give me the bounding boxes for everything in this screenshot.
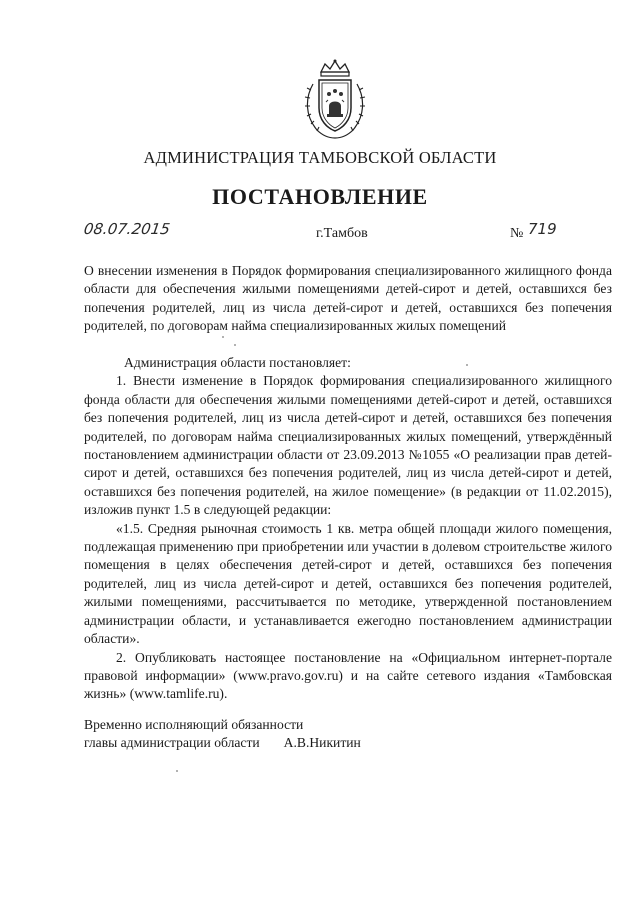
- document-city: г.Тамбов: [316, 226, 368, 241]
- signature-position-line2: главы администрации области: [84, 735, 260, 751]
- body-paragraph-3: 2. Опубликовать настоящее постановление на «Официальном интернет-портале правовой информации» (www.pravo.gov.ru) и на сайте сетевого издания «Тамбовская жизнь» (www.tamlife.ru).: [84, 649, 612, 702]
- document-date: 08.07.2015: [82, 220, 172, 238]
- document-body: [84, 354, 612, 704]
- scan-speck: [234, 344, 236, 346]
- body-paragraph-2: «1.5. Средняя рыночная стоимость 1 кв. метра общей площади жилого помещения, подлежащая применению при приобретении или участии в долевом строительстве жилого помещения в целях обеспечения детей-сирот и детей, оставшихся без попечения родителей, лиц из числа детей-сирот и детей, оставшихся без попечения родителей, жилыми помещениями, рассчитывается по методике, утвержденной постановлением администрации области, и устанавливается ежегодно постановлением администрации области».: [84, 520, 612, 647]
- document-number: 719: [528, 220, 557, 238]
- signer-name: А.В.Никитин: [283, 735, 361, 751]
- preamble-paragraph: Администрация области постановляет:: [124, 355, 351, 370]
- organization-title: АДМИНИСТРАЦИЯ ТАМБОВСКОЙ ОБЛАСТИ: [143, 148, 497, 167]
- document-type-title: ПОСТАНОВЛЕНИЕ: [212, 184, 428, 209]
- signature-position-line1: Временно исполняющий обязанности: [84, 717, 304, 732]
- signature-block: [84, 716, 612, 753]
- document-meta-row: [84, 220, 584, 246]
- document-subject: О внесении изменения в Порядок формирования специализированного жилищного фонда области для обеспечения жилыми помещениями детей-сирот и детей, оставшихся без попечения родителей, лиц из числа детей-сирот и детей, оставшихся без попечения родителей, по договорам найма специализированных жилых помещений: [84, 263, 612, 334]
- document-number-label: №: [510, 226, 524, 241]
- body-paragraph-1: 1. Внести изменение в Порядок формирования специализированного жилищного фонда области для обеспечения жилыми помещениями детей-сирот и детей, оставшихся без попечения родителей, лиц из числа детей-сирот и детей, оставшихся без попечения родителей, по договорам найма специализированных жилых помещений, утверждённый постановлением администрации области от 23.09.2013 №1055 «О реализации прав детей-сирот и детей, оставшихся без попечения родителей, лиц из числа детей-сирот и детей, оставшихся без попечения родителей, на жилое помещение» (в редакции от 11.02.2015), изложив пункт 1.5 в следующей редакции:: [84, 373, 612, 518]
- scan-speck: [176, 770, 178, 772]
- scan-speck: [466, 364, 468, 366]
- scan-speck: [222, 336, 224, 338]
- tambov-coat-of-arms-icon: [299, 58, 371, 140]
